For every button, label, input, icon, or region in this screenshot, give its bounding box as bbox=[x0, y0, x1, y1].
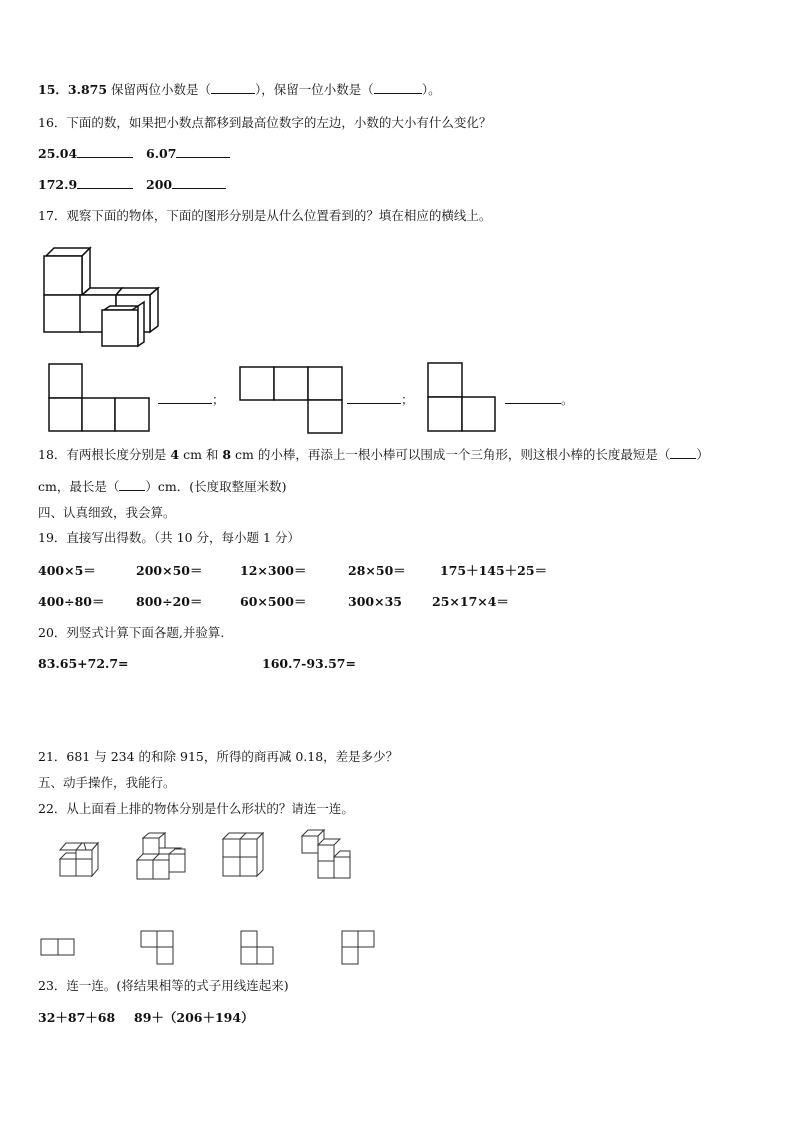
q19-item: 25×17×4＝ bbox=[432, 594, 509, 609]
q17-blank-2[interactable] bbox=[347, 392, 401, 404]
q22-object-2 bbox=[135, 832, 187, 882]
q17-title: 17．观察下面的物体，下面的图形分别是从什么位置看到的？填在相应的横线上。 bbox=[38, 208, 492, 223]
q15-text1: 保留两位小数是（ bbox=[107, 82, 212, 97]
q17-answer-2: ； bbox=[347, 392, 414, 408]
q23-item-1: 32＋87＋68 bbox=[38, 1010, 116, 1025]
q16-blank-3[interactable] bbox=[77, 177, 133, 189]
q22-title: 22．从上面看上排的物体分别是什么形状的？请连一连。 bbox=[38, 801, 354, 816]
q16-blank-1[interactable] bbox=[77, 146, 133, 158]
q17-cube-figure bbox=[40, 248, 165, 348]
q16-item-3: 172.9 bbox=[38, 177, 133, 193]
section-5-heading: 五、动手操作，我能行。 bbox=[38, 775, 176, 790]
q17-view-3 bbox=[427, 362, 497, 434]
q19-item: 28×50＝ bbox=[348, 563, 406, 578]
q17-blank-3[interactable] bbox=[505, 392, 561, 404]
q16-blank-4[interactable] bbox=[172, 177, 226, 189]
q19-item: 400÷80＝ bbox=[38, 594, 105, 609]
q17-view-1 bbox=[48, 363, 152, 433]
q17-view-2 bbox=[239, 366, 345, 436]
q15-text2: ），保留一位小数是（ bbox=[255, 82, 374, 97]
q22-view-4 bbox=[341, 930, 377, 966]
q23-item-2: 89＋（206＋194） bbox=[134, 1010, 254, 1025]
q22-view-2 bbox=[140, 930, 176, 966]
q18-line-1: 18．有两根长度分别是 4 cm 和 8 cm 的小棒，再添上一根小棒可以围成一个三角形，则这根小棒的长度最短是（ ） bbox=[38, 447, 709, 462]
q22-object-1 bbox=[58, 842, 104, 878]
q21-text: 21．681 与 234 的和除 915，所得的商再减 0.18，差是多少？ bbox=[38, 749, 399, 764]
q22-object-4 bbox=[300, 829, 354, 881]
q18-blank-1[interactable] bbox=[670, 447, 696, 459]
q20-item-1: 83.65+72.7= bbox=[38, 656, 129, 671]
q22-object-3 bbox=[221, 832, 267, 878]
q17-blank-1[interactable] bbox=[158, 392, 212, 404]
q20-title: 20．列竖式计算下面各题,并验算. bbox=[38, 625, 225, 640]
q16-item-4: 200 bbox=[146, 177, 226, 193]
q15-value: 3.875 bbox=[67, 82, 108, 97]
q16-blank-2[interactable] bbox=[176, 146, 230, 158]
q18-blank-2[interactable] bbox=[119, 479, 145, 491]
q19-item: 300×35 bbox=[348, 594, 402, 609]
q23-title: 23．连一连。(将结果相等的式子用线连起来) bbox=[38, 978, 289, 993]
q19-title: 19．直接写出得数。（共 10 分，每小题 1 分） bbox=[38, 530, 300, 545]
q16-item-1: 25.04 bbox=[38, 146, 133, 162]
q19-item: 60×500＝ bbox=[240, 594, 307, 609]
q15-number: 15． bbox=[38, 82, 68, 97]
section-4-heading: 四、认真细致，我会算。 bbox=[38, 505, 176, 520]
q20-item-2: 160.7-93.57= bbox=[262, 656, 356, 671]
q15-blank-2[interactable] bbox=[374, 82, 422, 94]
q19-item: 200×50＝ bbox=[136, 563, 203, 578]
q16-title: 16．下面的数，如果把小数点都移到最高位数字的左边，小数的大小有什么变化？ bbox=[38, 115, 492, 130]
q19-item: 175＋145＋25＝ bbox=[440, 563, 548, 578]
q19-item: 400×5＝ bbox=[38, 563, 96, 578]
q22-view-1 bbox=[40, 938, 76, 956]
q16-item-2: 6.07 bbox=[146, 146, 230, 162]
q15-text3: ）。 bbox=[421, 82, 441, 97]
q15-blank-1[interactable] bbox=[211, 82, 255, 94]
q19-item: 12×300＝ bbox=[240, 563, 307, 578]
q17-answer-3: 。 bbox=[505, 392, 574, 408]
q15-line bbox=[38, 82, 441, 98]
q22-view-3 bbox=[240, 930, 276, 966]
q19-item: 800÷20＝ bbox=[136, 594, 203, 609]
q17-answer-1: ； bbox=[158, 392, 225, 408]
q18-line-2: cm，最长是（ ）cm．(长度取整厘米数) bbox=[38, 479, 287, 494]
